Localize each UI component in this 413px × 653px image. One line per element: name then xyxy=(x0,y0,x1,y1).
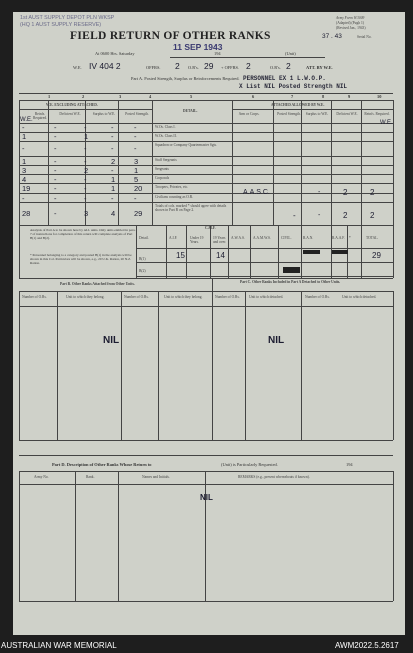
part-b-col-number-2: Number of O.Rs. xyxy=(124,295,149,299)
part-d-year: 194 xyxy=(346,462,353,467)
left-cell-r2-c5: - xyxy=(134,132,137,141)
date-stamp: 11 SEP 1943 xyxy=(173,42,223,52)
left-cell-r7-c3: - xyxy=(84,184,87,193)
cmf-header: C.M.F. xyxy=(205,226,216,230)
column-number-6: 6 xyxy=(252,94,255,99)
left-cell-r7-c4: 1 xyxy=(111,184,116,193)
detail-row-7: Troopers, Privates, etc. xyxy=(155,185,189,189)
left-cell-r9-c3: 3 xyxy=(84,209,89,218)
footer-credit: AUSTRALIAN WAR MEMORIAL xyxy=(1,641,117,650)
part-b-col-number-1: Number of O.Rs. xyxy=(22,295,47,299)
left-cell-r4-c2: - xyxy=(54,157,57,166)
left-cell-r7-c5: 20 xyxy=(134,184,143,193)
column-number-5: 5 xyxy=(190,94,193,99)
column-number-2: 2 xyxy=(82,94,85,99)
left-cell-r4-c4: 2 xyxy=(111,157,116,166)
cmf-row-b1: B(1) xyxy=(139,257,146,261)
left-cell-r5-c1: 3 xyxy=(22,166,27,175)
part-b-col-unit-1: Unit to which they belong. xyxy=(66,295,105,299)
left-cell-r2-c3: 1 xyxy=(84,132,89,141)
left-cell-r9-c4: 4 xyxy=(111,209,116,218)
cmf-col-10: * xyxy=(349,236,351,240)
att-offrs-value: 2 xyxy=(246,61,251,71)
cmf-total-value: 29 xyxy=(372,251,381,260)
part-c-col-number-1: Number of O.Rs. xyxy=(215,295,240,299)
left-cell-r4-c3: - xyxy=(84,157,87,166)
offrs-label: OFFRS. xyxy=(146,65,161,70)
right-col-header-1: Arm or Corps. xyxy=(238,112,260,116)
left-cell-r3-c2: - xyxy=(54,144,57,153)
detail-row-3: Squadron or Company Quartermaster Sgts. xyxy=(155,143,217,147)
cmf-col-9: R.A.A.F. xyxy=(332,236,345,240)
totals-posted-right: - xyxy=(293,211,296,220)
at-line-unit: (Unit) xyxy=(285,51,296,56)
cmf-row-b2: B(2) xyxy=(139,269,146,273)
footer-accession: AWM2022.5.2617 xyxy=(335,641,399,650)
att-ors-value: 2 xyxy=(286,61,291,71)
plus-offrs: + OFFRS. xyxy=(221,65,240,70)
left-cell-r2-c4: - xyxy=(111,132,114,141)
we-excl-header: W.E. EXCLUDING ATTACHED. xyxy=(46,103,98,107)
left-cell-r6-c3: - xyxy=(84,175,87,184)
part-d-value: NIL xyxy=(200,493,213,502)
att-suffix: ATT. BY W.E. xyxy=(306,65,333,70)
left-cell-r3-c3: - xyxy=(84,144,87,153)
part-c-col-unit-1: Unit to which detached. xyxy=(249,295,284,299)
left-cell-r7-c1: 19 xyxy=(22,184,31,193)
we-value: IV 404 2 xyxy=(89,61,121,71)
left-cell-r5-c4: - xyxy=(111,166,114,175)
left-cell-r1-c1: - xyxy=(22,123,25,132)
left-col-header-2: Deficient W.E. xyxy=(59,112,81,116)
redaction-bar-1 xyxy=(303,250,320,254)
detail-row-6: Corporals xyxy=(155,176,170,180)
cmf-col-7: CIVIL. xyxy=(281,236,292,240)
right-col-header-3: Surplus to W.E. xyxy=(305,112,329,116)
we-corner-right: W.E. xyxy=(380,120,393,126)
redaction-bar-3 xyxy=(283,267,300,273)
cmf-col-6: A.A.M.W.S. xyxy=(253,236,271,240)
part-b-value: NIL xyxy=(103,335,120,346)
left-cell-r6-c5: 5 xyxy=(134,175,139,184)
left-cell-r5-c3: 2 xyxy=(84,166,89,175)
cmf-col-8: R.A.N. xyxy=(303,236,314,240)
at-line-prefix: At 0600 Hrs. Saturday xyxy=(95,51,135,56)
cmf-col-11: TOTAL. xyxy=(366,236,379,240)
cmf-col-1: Detail. xyxy=(139,236,149,240)
left-cell-r7-c2: - xyxy=(54,184,57,193)
part-d-title: Part D. Description of Other Ranks Whose Return to xyxy=(52,462,152,467)
detail-row-1: W.Os. Class I. xyxy=(155,125,176,129)
part-c-col-unit-2: Unit to which detached. xyxy=(342,295,377,299)
left-col-header-3: Surplus to W.E. xyxy=(92,112,116,116)
part-c-value: NIL xyxy=(268,335,285,346)
left-cell-r3-c1: - xyxy=(22,144,25,153)
ors-value: 29 xyxy=(204,61,214,71)
cmf-col-5: A.W.A.S. xyxy=(231,236,245,240)
cmf-under19-value: 15 xyxy=(176,251,185,260)
detail-row-2: W.Os. Class II. xyxy=(155,134,177,138)
cmf-over19-value: 14 xyxy=(216,251,225,260)
left-cell-r5-c2: - xyxy=(54,166,57,175)
column-number-7: 7 xyxy=(291,94,294,99)
part-c-title: Part C. Other Ranks Included in Part A Detached to Other Units. xyxy=(240,280,341,284)
left-cell-r8-c4: - xyxy=(111,194,114,203)
left-cell-r9-c1: 28 xyxy=(22,209,31,218)
redaction-bar-2 xyxy=(332,250,348,254)
column-number-1: 1 xyxy=(48,94,51,99)
deficient-a: 2 xyxy=(343,188,348,197)
left-cell-r1-c4: - xyxy=(111,123,114,132)
right-col-header-2: Posted Strength. xyxy=(277,112,301,116)
left-cell-r6-c4: 1 xyxy=(111,175,116,184)
arm-or-corps: A.A.S.C. xyxy=(243,189,270,196)
unit-stamp-line2: (HQ 1 AUST SUPPLY RESERVE) xyxy=(20,22,102,28)
detail-row-9: Totals of cols. marked * should agree with details shown in Part B on Page 2. xyxy=(155,204,227,212)
part-a-title: Part A. Posted Strength, Surplus or Reinforcements Required. xyxy=(131,76,240,81)
analysis-note: * Personnel belonging to a category and posted B(1) in the analysis will be shown in this Col. Particulars will be shown, e.g., 20 U.K. Ration, 20 N.Z. Ration. xyxy=(30,253,132,266)
form-ref-line2: (Adapted) (Pugh 1) xyxy=(336,21,364,25)
we-corner-left: W.E. xyxy=(20,117,33,123)
part-d-title2: (Unit) is Particularly Requested. xyxy=(221,462,278,467)
left-cell-r3-c4: - xyxy=(111,144,114,153)
attached-header: ATTACHED ALLOWED BY W.E. xyxy=(271,103,325,107)
column-number-4: 4 xyxy=(149,94,152,99)
left-cell-r6-c1: 4 xyxy=(22,175,27,184)
column-number-3: 3 xyxy=(119,94,122,99)
form-ref-line3: (Revised Jan., 1943) xyxy=(336,26,366,30)
cmf-col-4: 19 Years and over. xyxy=(213,236,227,244)
left-cell-r2-c1: 1 xyxy=(22,132,27,141)
deficient-b: 2 xyxy=(343,211,348,220)
part-d-col-4: REMARKS (e.g., present whereabouts if known). xyxy=(238,475,310,479)
left-col-header-1: Reinfs. Required. xyxy=(32,112,48,120)
left-cell-r8-c2: - xyxy=(54,194,57,203)
left-cell-r8-c1: - xyxy=(22,194,25,203)
att-ors-label: O.R's. xyxy=(270,65,281,70)
analysis-text: Analysis of Part A to be shown here by ALL units. Only units entitled in para. 7 of instructions for completion of this return will complete analysis of Part B(1) and B(2). xyxy=(30,228,136,241)
serial-number: 37 . 43 xyxy=(322,33,342,40)
cmf-col-3: Under 19 Years. xyxy=(190,236,204,244)
surplus-a: - xyxy=(318,189,321,196)
column-number-8: 8 xyxy=(322,94,325,99)
at-line-year: 194 xyxy=(214,51,221,56)
we-label: W.E. xyxy=(73,65,82,70)
left-cell-r9-c5: 29 xyxy=(134,209,143,218)
right-col-header-4: Deficient W.E. xyxy=(336,112,358,116)
part-a-typed-1: PERSONNEL EX 1 L.W.O.P. xyxy=(243,75,326,82)
left-cell-r9-c2: - xyxy=(54,209,57,218)
detail-row-5: Sergeants xyxy=(155,167,169,171)
part-d-col-2: Rank. xyxy=(86,475,95,479)
part-b-title: Part B. Other Ranks Attached from Other Units. xyxy=(60,282,135,286)
left-cell-r8-c3: - xyxy=(84,194,87,203)
part-c-col-number-2: Number of O.Rs. xyxy=(305,295,330,299)
left-cell-r5-c5: 1 xyxy=(134,166,139,175)
left-cell-r6-c2: - xyxy=(54,175,57,184)
surplus-b: - xyxy=(318,212,321,219)
left-cell-r3-c5: - xyxy=(134,144,137,153)
reinf-a: 2 xyxy=(370,188,375,197)
left-cell-r8-c5: - xyxy=(134,194,137,203)
part-d-col-1: Army No. xyxy=(34,475,49,479)
left-cell-r1-c5: - xyxy=(134,123,137,132)
part-a-typed-2: X List NIL Posted Strength NIL xyxy=(239,83,348,90)
left-col-header-4: Posted Strength. xyxy=(125,112,149,116)
left-cell-r1-c3: - xyxy=(84,123,87,132)
left-cell-r2-c2: - xyxy=(54,132,57,141)
part-b-col-unit-2: Unit to which they belong. xyxy=(164,295,203,299)
unit-stamp-line1: 1st AUST SUPPLY DEPOT PLN WKSP xyxy=(20,15,115,21)
detail-row-4: Staff Sergeants xyxy=(155,158,177,162)
column-number-10: 10 xyxy=(377,94,382,99)
left-cell-r4-c1: 1 xyxy=(22,157,27,166)
form-ref-line1: Army Form W.3009 xyxy=(336,16,365,20)
page-title: FIELD RETURN OF OTHER RANKS xyxy=(70,30,271,42)
ors-label: O.R's. xyxy=(188,65,199,70)
column-number-9: 9 xyxy=(348,94,351,99)
reinf-b: 2 xyxy=(370,211,375,220)
offrs-value: 2 xyxy=(175,61,180,71)
left-cell-r4-c5: 3 xyxy=(134,157,139,166)
serial-label: Serial No. xyxy=(357,35,372,39)
detail-header: DETAIL. xyxy=(183,109,198,113)
left-cell-r1-c2: - xyxy=(54,123,57,132)
right-col-header-5: Reinfs. Required. xyxy=(364,112,390,116)
cmf-col-2: A.I.F. xyxy=(169,236,178,240)
detail-row-8: Civilians counting as O.R. xyxy=(155,195,194,199)
part-d-col-3: Names and Initials. xyxy=(142,475,170,479)
